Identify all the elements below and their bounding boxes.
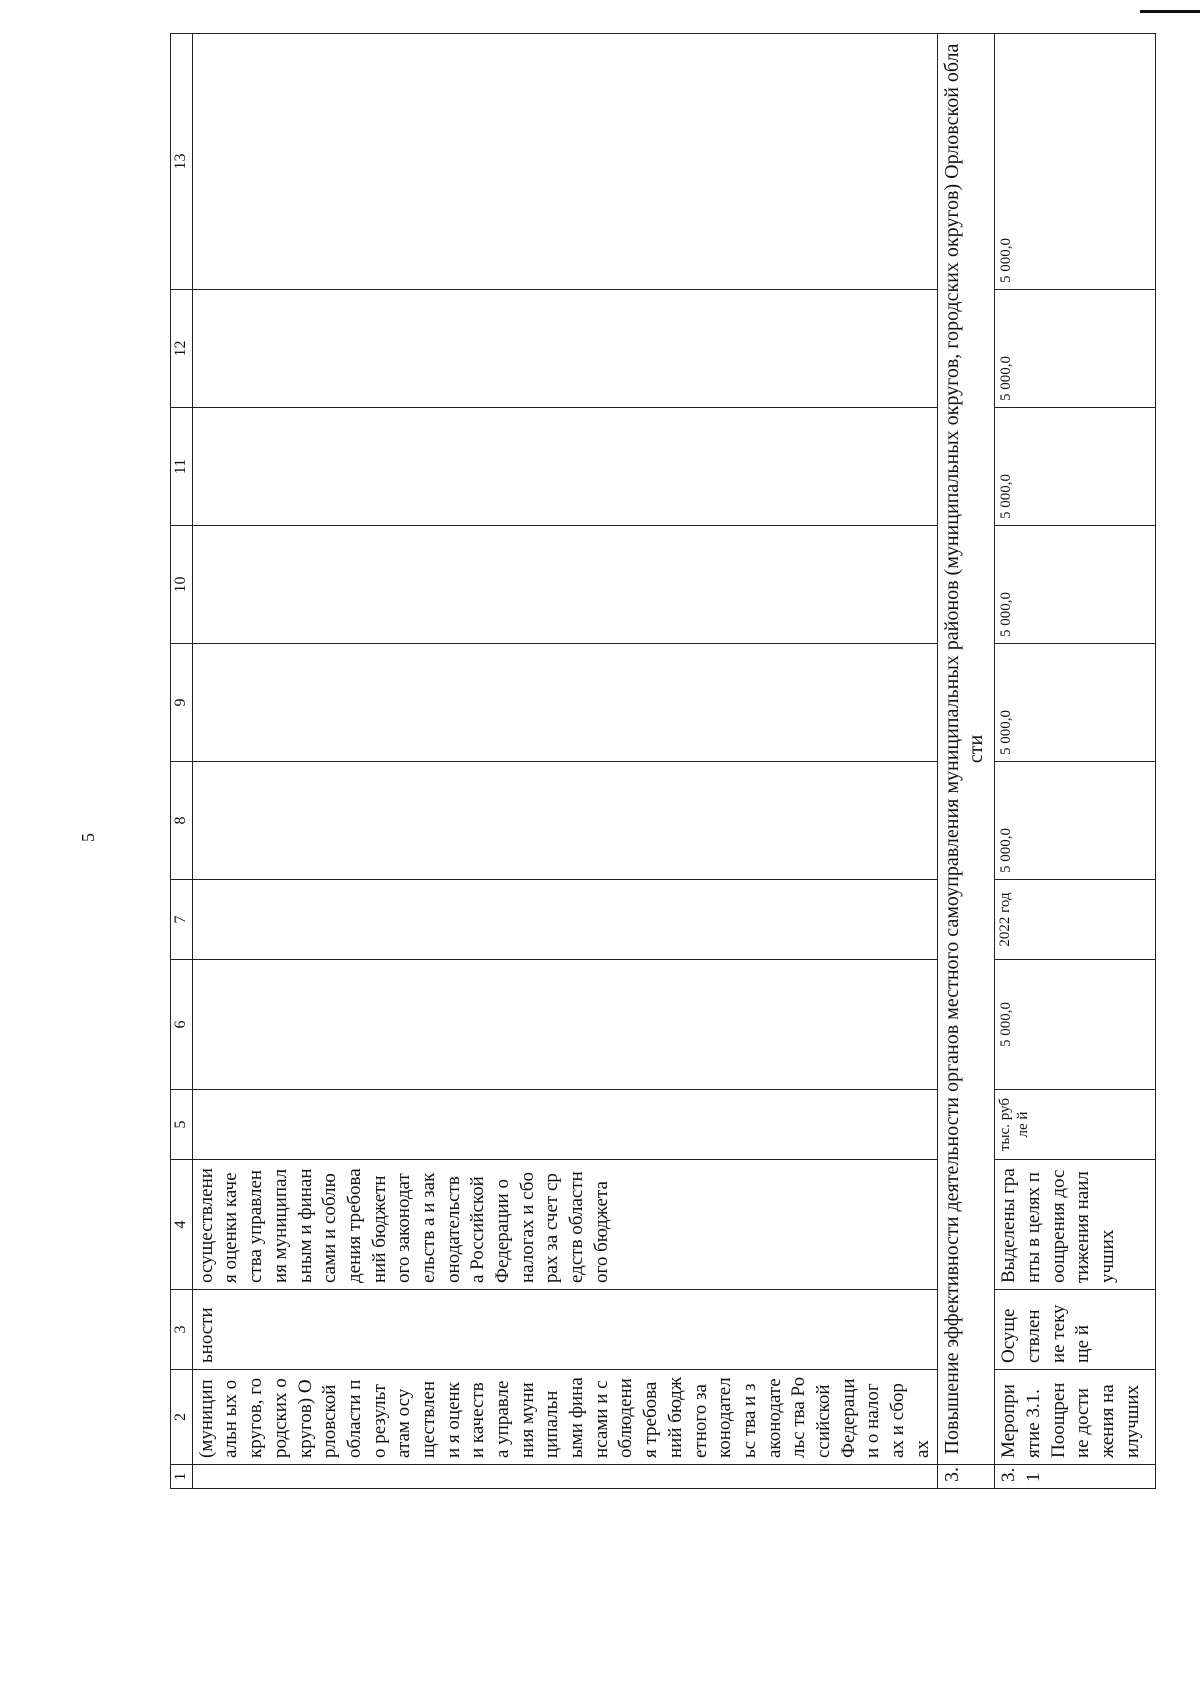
column-number-row <box>171 34 193 1489</box>
value-cell: 5 000,0 <box>995 526 1156 644</box>
base-year: 2022 год <box>995 880 1156 960</box>
column-header: 12 <box>171 290 193 408</box>
column-header: 9 <box>171 644 193 762</box>
unit: тыс. рубле й <box>995 1090 1156 1160</box>
column-header: 10 <box>171 526 193 644</box>
column-header: 1 <box>171 1465 193 1489</box>
value-cell: 5 000,0 <box>995 34 1156 290</box>
table-cell <box>192 880 938 960</box>
value-cell: 5 000,0 <box>995 644 1156 762</box>
table-cell: ьности <box>192 1290 938 1370</box>
measure-number: 3.1 <box>995 1465 1156 1489</box>
table-cell <box>192 1090 938 1160</box>
column-header: 13 <box>171 34 193 290</box>
column-header: 5 <box>171 1090 193 1160</box>
column-header: 2 <box>171 1370 193 1465</box>
table-cell <box>192 408 938 526</box>
column-header: 8 <box>171 762 193 880</box>
value-cell: 5 000,0 <box>995 762 1156 880</box>
page-number: 5 <box>78 833 98 842</box>
section-number: 3. <box>938 1465 995 1489</box>
table-cell <box>192 34 938 290</box>
table-cell <box>192 526 938 644</box>
column-header: 11 <box>171 408 193 526</box>
table-cell <box>192 290 938 408</box>
table-row <box>995 34 1156 1489</box>
value-cell: 5 000,0 <box>995 408 1156 526</box>
table-cell <box>192 960 938 1090</box>
column-header: 7 <box>171 880 193 960</box>
base-value: 5 000,0 <box>995 960 1156 1090</box>
column-header: 4 <box>171 1160 193 1290</box>
column-header: 3 <box>171 1290 193 1370</box>
program-table <box>170 33 1156 1489</box>
table-cell <box>192 762 938 880</box>
section-row <box>938 34 995 1489</box>
table-cell: (муниципальн ых округов, городских округов) Орловской области по результатам осуществлени я оценки качества управления муниципальн ыми финансами и соблюдения требований бюджетного законодательс тва и законодательс тва Российской Федерации о налогах и сборах <box>192 1370 938 1465</box>
measure-type: Осуще ствлен ие текуще й <box>995 1290 1156 1370</box>
measure-name: Мероприятие 3.1. Поощрение достижения наилучших <box>995 1370 1156 1465</box>
table-cell <box>192 644 938 762</box>
table-row <box>192 34 938 1489</box>
rotated-table-container <box>170 34 1143 1489</box>
corner-mark <box>1140 10 1200 13</box>
value-cell: 5 000,0 <box>995 290 1156 408</box>
measure-result: Выделены гранты в целях поощрения достижения наилучших <box>995 1160 1156 1290</box>
table-cell <box>192 1465 938 1489</box>
table-cell: осуществления оценки качества управления муниципальным и финансами и соблюдения требований бюджетного законодательств а и законодательств а Российской Федерации о налогах и сборах за счет средств областного бюджета <box>192 1160 938 1290</box>
section-title: Повышение эффективности деятельности органов местного самоуправления муниципальных районов (муниципальных округов, городских округов) Орловской области <box>938 34 995 1465</box>
column-header: 6 <box>171 960 193 1090</box>
